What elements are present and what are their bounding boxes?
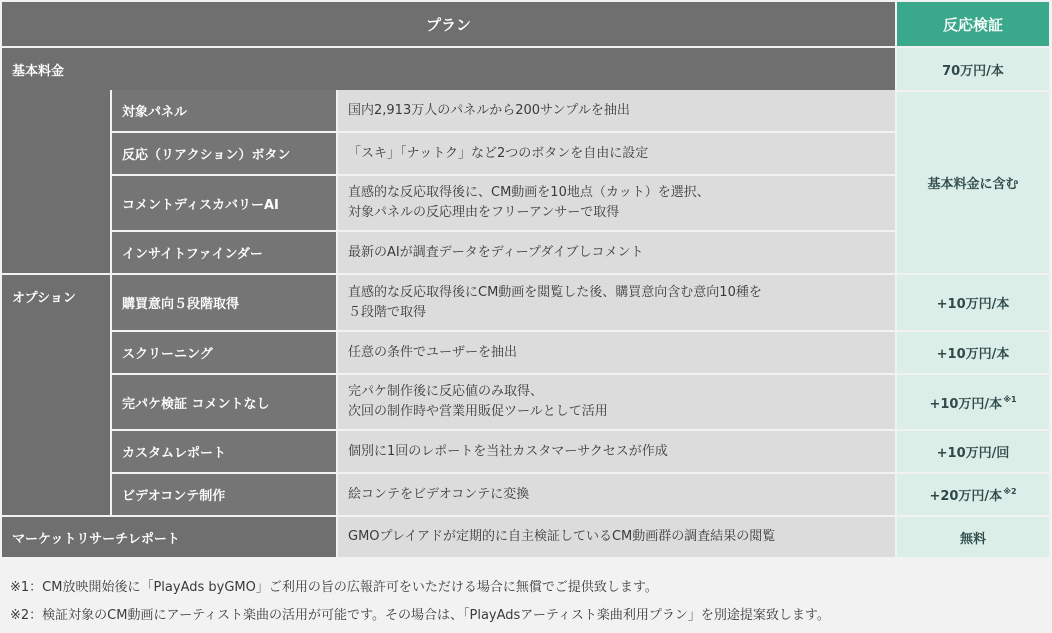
option-name-text: 購買意向５段階取得 (122, 297, 240, 312)
option-name-text: 完パケ検証 コメントなし (122, 396, 270, 412)
footnote-2: ※2：検証対象のCM動画にアーティスト楽曲の活用が可能です。その場合は、「PlayAdsアーティスト楽曲利用プラン」を別途提案致します。 (10, 608, 830, 623)
option-price-text: +10万円/回 (936, 446, 1010, 461)
option-price (897, 332, 1049, 373)
option-name (112, 474, 336, 515)
option-name (112, 431, 336, 472)
reaction-header-label: 反応検証 (942, 15, 1003, 34)
option-name-text: スクリーニング (122, 347, 213, 362)
item-name-text: インサイトファインダー (122, 247, 263, 262)
market-desc-text: GMOプレイアドが定期的に自主検証しているCM動画群の調査結果の閲覧 (348, 529, 776, 544)
options-label-text: オプション (12, 291, 76, 306)
item-name (112, 176, 336, 230)
item-desc-line: 対象パネルの反応理由をフリーアンサーで取得 (348, 205, 620, 220)
option-name-text: カスタムレポート (122, 446, 227, 461)
option-price-text: +10万円/本 (929, 396, 1003, 412)
options-label (2, 275, 110, 515)
option-price (897, 375, 1049, 429)
option-desc (338, 275, 895, 330)
base-included-text: 基本料金に含む (927, 177, 1019, 192)
option-desc-line: 次回の制作時や営業用販促ツールとして活用 (348, 404, 608, 419)
item-name (112, 133, 336, 174)
option-name (112, 375, 336, 429)
market-label (2, 517, 336, 557)
option-desc-line: 任意の条件でユーザーを抽出 (348, 344, 518, 360)
option-desc-line: ５段階で取得 (348, 304, 427, 320)
base-fee-price (897, 48, 1049, 90)
option-desc-line: 個別に1回のレポートを当社カスタマーサクセスが作成 (348, 443, 668, 459)
option-price-text: +10万円/本 (936, 297, 1010, 312)
item-desc-line: 国内2,913万人のパネルから200サンプルを抽出 (348, 102, 630, 118)
option-desc-line: 絵コンテをビデオコンテに変換 (348, 486, 530, 502)
item-desc-line: 直感的な反応取得後に、CM動画を10地点（カット）を選択、 (348, 185, 710, 200)
option-desc (338, 332, 895, 373)
plan-header (2, 2, 895, 46)
option-price-text: +10万円/本 (936, 347, 1010, 362)
option-desc (338, 474, 895, 515)
item-name-text: 対象パネル (122, 105, 188, 120)
base-fee-side (2, 90, 110, 273)
footnote-ref: ※1 (1003, 394, 1017, 404)
option-desc (338, 431, 895, 472)
reaction-header (897, 2, 1049, 46)
plan-header-label: プラン (425, 15, 471, 34)
item-desc (338, 90, 895, 131)
base-fee-label: 基本料金 (12, 63, 65, 79)
market-desc (338, 517, 895, 557)
market-price (897, 517, 1049, 557)
option-price (897, 275, 1049, 330)
option-desc-line: 直感的な反応取得後にCM動画を閲覧した後、購買意向含む意向10種を (348, 284, 762, 300)
option-name-text: ビデオコンテ制作 (122, 489, 226, 504)
option-price-text: +20万円/本 (929, 489, 1003, 504)
base-included (897, 92, 1049, 273)
option-name (112, 275, 336, 330)
item-name (112, 232, 336, 273)
item-name-text: 反応（リアクション）ボタン (122, 148, 291, 163)
option-name (112, 332, 336, 373)
market-label-text: マーケットリサーチレポート (12, 531, 180, 547)
item-desc (338, 176, 895, 230)
option-desc (338, 375, 895, 429)
item-desc-line: 「スキ」「ナットク」など2つのボタンを自由に設定 (348, 145, 649, 161)
base-fee-row (2, 48, 895, 90)
footnote-1: ※1：CM放映開始後に「PlayAds byGMO」ご利用の旨の広報許可をいただける場合に無償でご提供致します。 (10, 580, 658, 595)
base-fee-price-text: 70万円/本 (942, 63, 1004, 79)
item-name (112, 90, 336, 131)
market-price-text: 無料 (959, 531, 986, 547)
item-desc-line: 最新のAIが調査データをディープダイブしコメント (348, 244, 644, 260)
item-desc (338, 232, 895, 273)
item-name-text: コメントディスカバリーAI (122, 197, 279, 213)
option-price (897, 474, 1049, 515)
item-desc (338, 133, 895, 174)
option-desc-line: 完パケ制作後に反応値のみ取得、 (348, 384, 544, 399)
footnote-ref: ※2 (1003, 487, 1017, 496)
option-price (897, 431, 1049, 472)
